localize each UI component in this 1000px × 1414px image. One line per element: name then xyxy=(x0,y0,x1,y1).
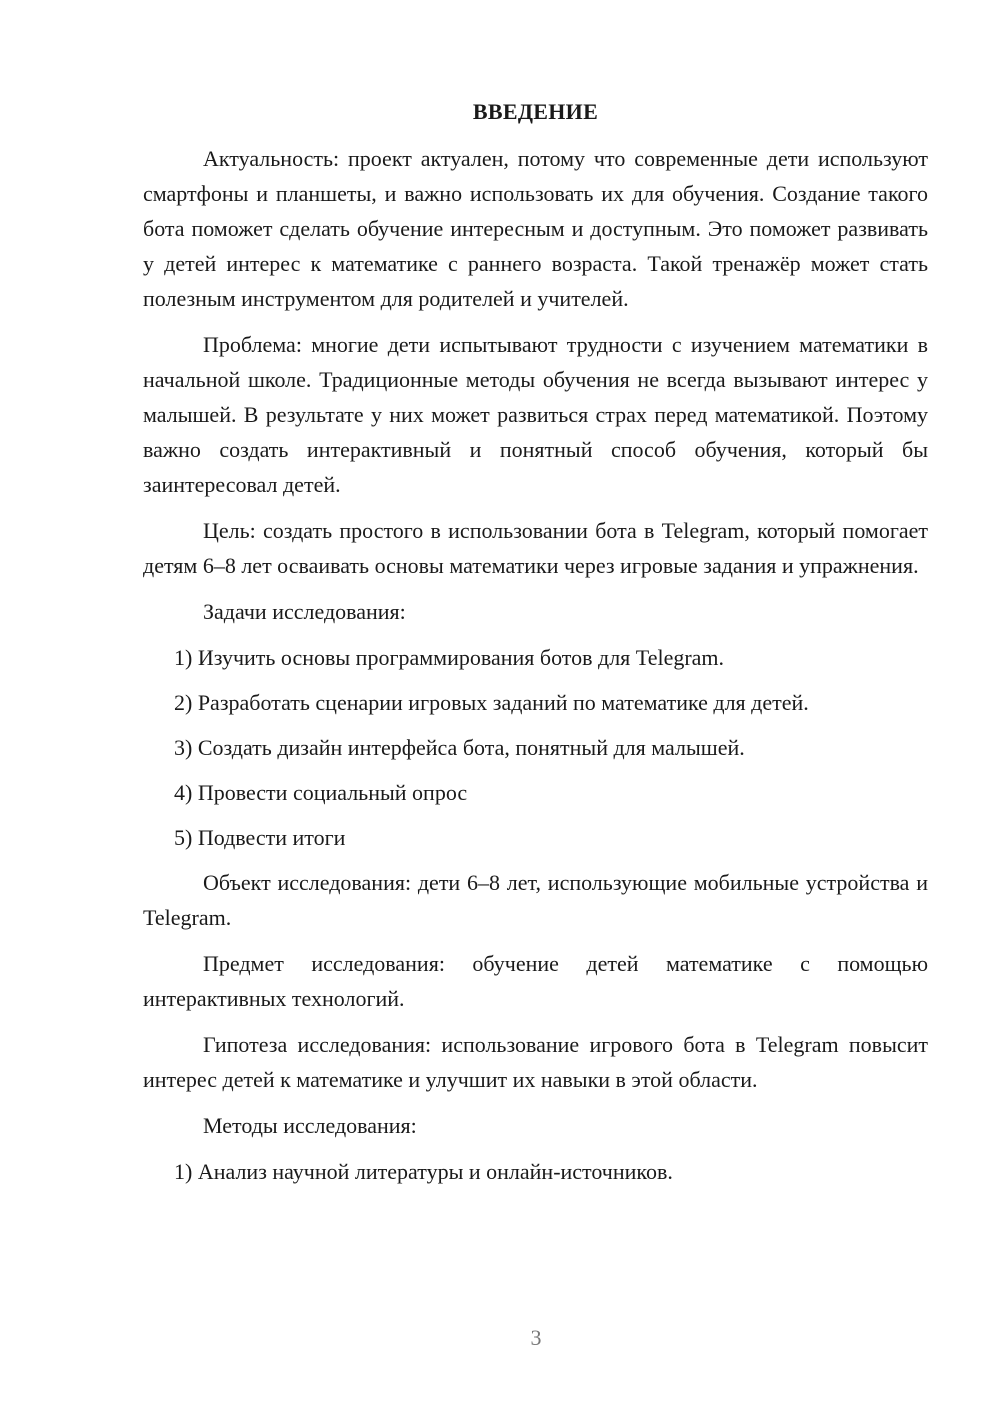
list-item: 2) Разработать сценарии игровых заданий по математике для детей. xyxy=(174,690,809,715)
list-item: 1) Изучить основы программирования ботов для Telegram. xyxy=(174,645,725,670)
methods-list xyxy=(143,1154,928,1189)
methods-heading: Методы исследования: xyxy=(203,1113,417,1138)
list-item: 4) Провести социальный опрос xyxy=(174,780,468,805)
section-title: ВВЕДЕНИЕ xyxy=(472,99,599,124)
list-item: 1) Анализ научной литературы и онлайн-источников. xyxy=(174,1159,673,1184)
paragraph-relevance: Актуальность: проект актуален, потому что современные дети используют смартфоны и планшеты, и важно использовать их для обучения. Создание такого бота поможет сделать обучение интересным и доступным. Это поможет развивать у детей интерес к математике с раннего возраста. Такой тренажёр может стать полезным инструментом для родителей и учителей. xyxy=(143,146,928,311)
paragraph-goal: Цель: создать простого в использовании бота в Telegram, который помогает детям 6–8 лет осваивать основы математики через игровые задания и упражнения. xyxy=(143,518,928,578)
tasks-heading: Задачи исследования: xyxy=(203,599,406,624)
paragraph-subject: Предмет исследования: обучение детей математике с помощью интерактивных технологий. xyxy=(143,951,928,1011)
paragraph-problem: Проблема: многие дети испытывают трудности с изучением математики в начальной школе. Традиционные методы обучения не всегда вызывают интерес у малышей. В результате у них может развиться страх перед математикой. Поэтому важно создать интерактивный и понятный способ обучения, который бы заинтересовал детей. xyxy=(143,332,928,497)
paragraph-object: Объект исследования: дети 6–8 лет, использующие мобильные устройства и Telegram. xyxy=(143,870,928,930)
tasks-list xyxy=(143,640,928,855)
list-item: 5) Подвести итоги xyxy=(174,825,346,850)
list-item: 3) Создать дизайн интерфейса бота, понятный для малышей. xyxy=(174,735,745,760)
document-page xyxy=(143,94,928,1199)
page-number: 3 xyxy=(530,1325,542,1350)
paragraph-hypothesis: Гипотеза исследования: использование игрового бота в Telegram повысит интерес детей к математике и улучшит их навыки в этой области. xyxy=(143,1032,928,1092)
